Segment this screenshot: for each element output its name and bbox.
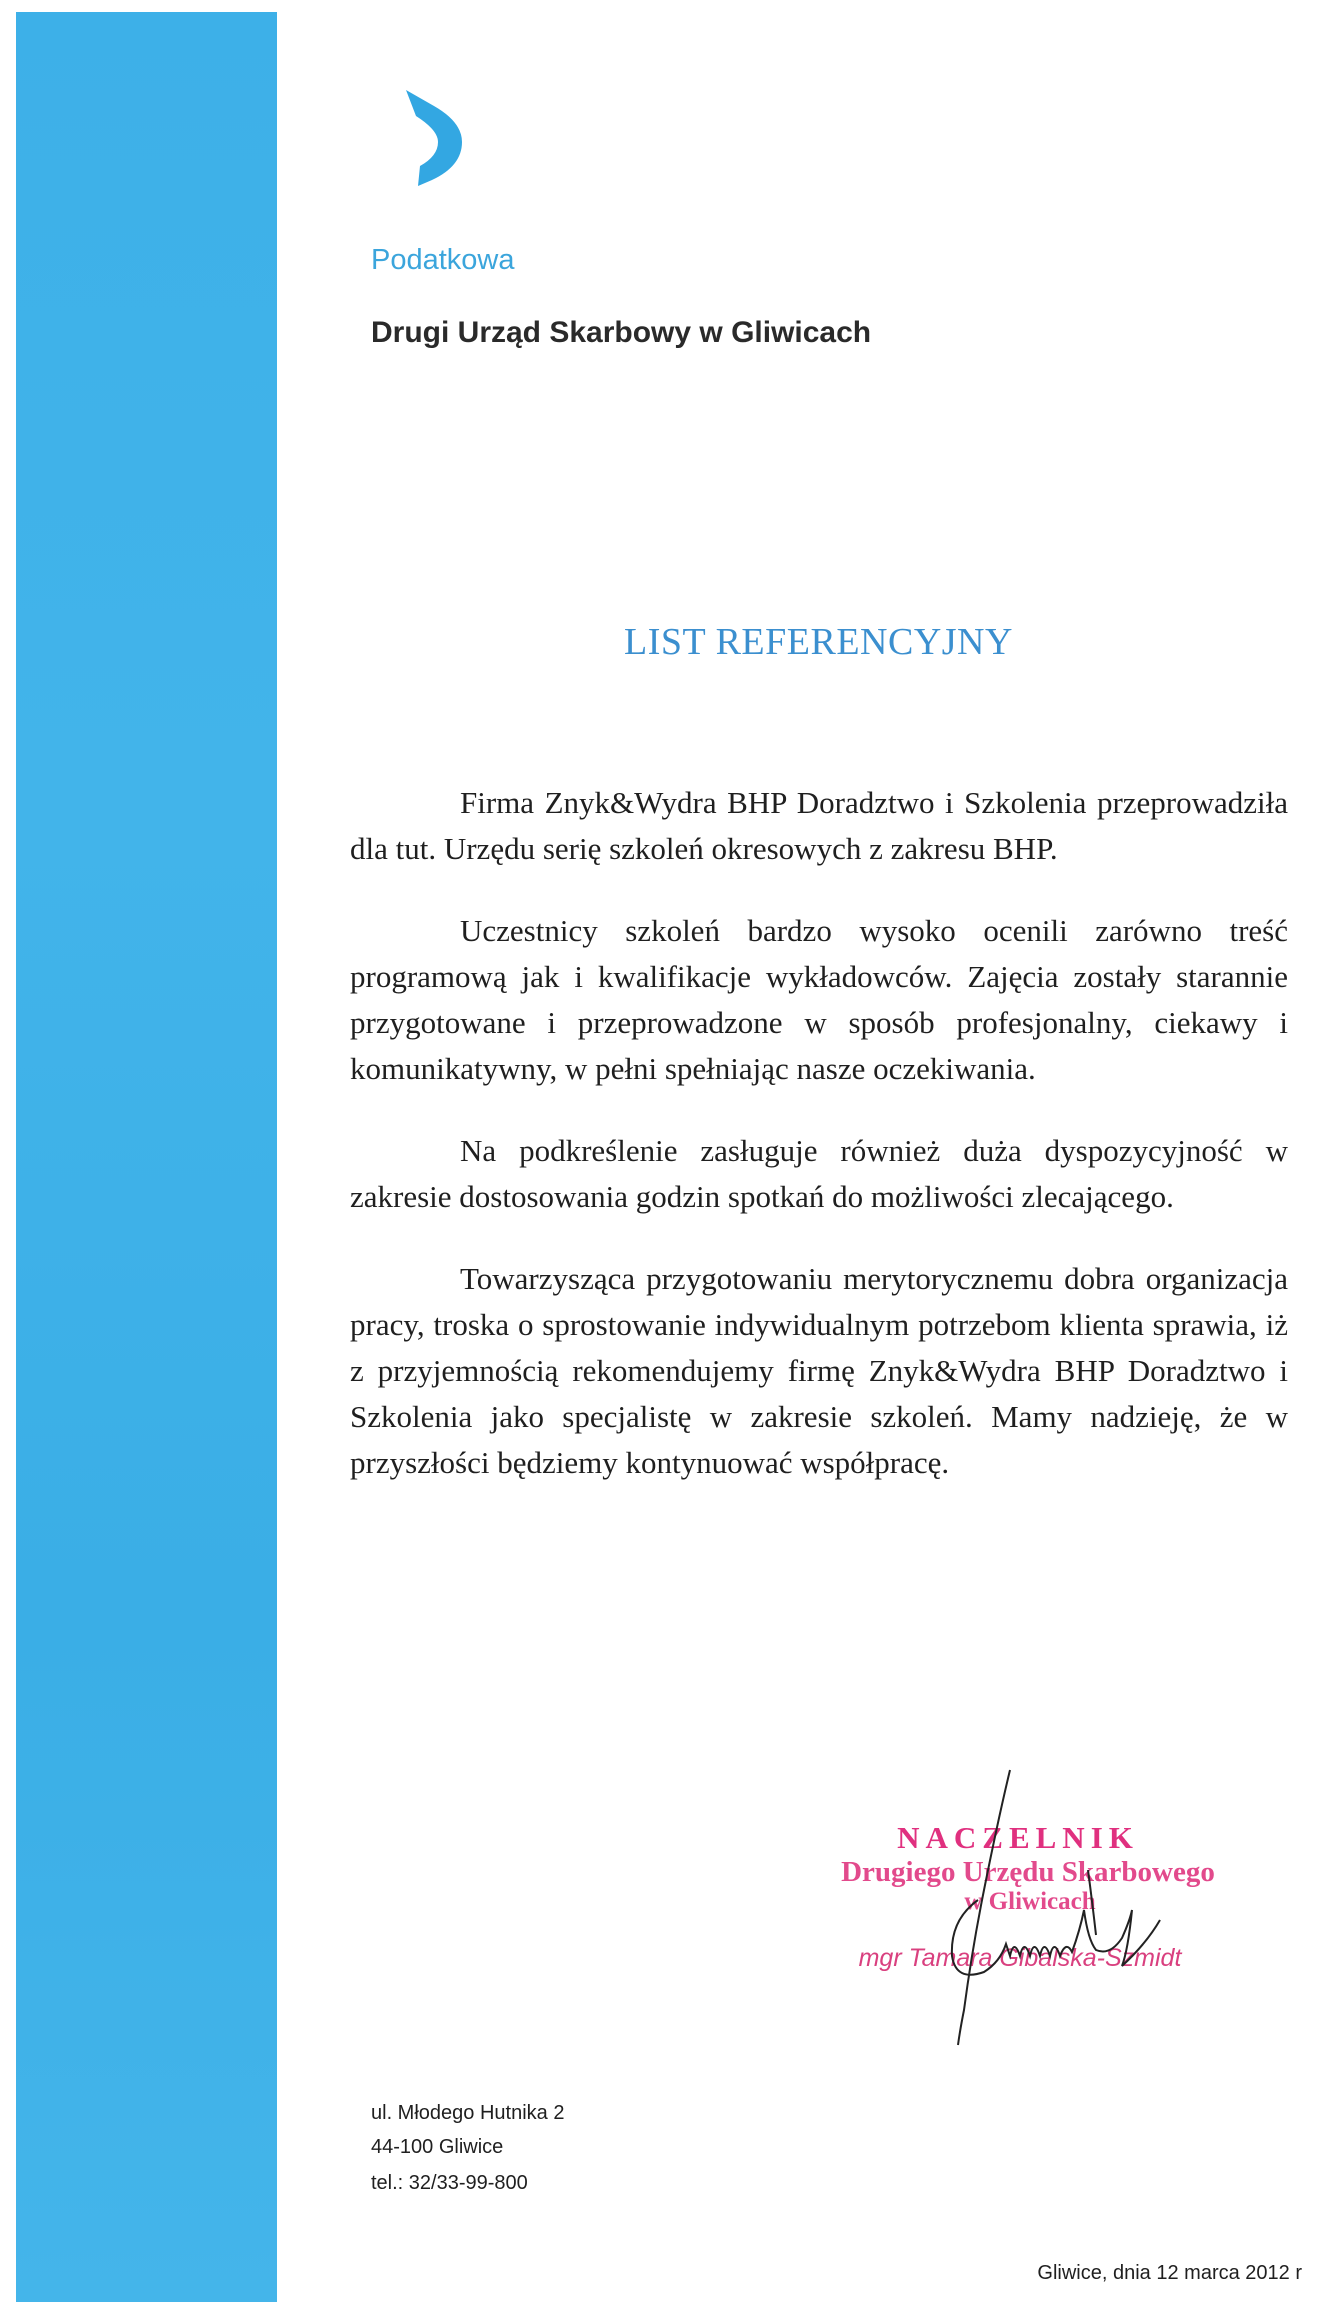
handwritten-signature: [860, 1760, 1180, 2060]
paragraph-4: Towarzysząca przygotowaniu merytorycznemu dobra organizacja pracy, troska o sprostowanie indywidualnym potrzebom klienta sprawia, iż z przyjemnością rekomendujemy firmę Znyk&Wydra BHP Doradztwo i Szkolenia jako specjalistę w zakresie szkoleń. Mamy nadzieję, że w przyszłości będziemy kontynuować współpracę.: [350, 1261, 1288, 1480]
stamp-city-line: w Gliwicach: [964, 1888, 1096, 1915]
address-city: 44-100 Gliwice: [371, 2136, 504, 2158]
stamp-title: NACZELNIK: [897, 1820, 1139, 1855]
org-label: Podatkowa: [371, 244, 515, 276]
document-title: LIST REFERENCYJNY: [624, 621, 1013, 663]
decorative-blue-stripe: [16, 12, 277, 2302]
paragraph-1: Firma Znyk&Wydra BHP Doradztwo i Szkolenia przeprowadziła dla tut. Urzędu serię szkoleń okresowych z zakresu BHP.: [350, 785, 1288, 866]
sender-address: [371, 2096, 564, 2164]
paragraph-3: Na podkreślenie zasługuje również duża dyspozycyjność w zakresie dostosowania godzin spotkań do możliwości zlecającego.: [350, 1133, 1288, 1214]
stamp-signatory-name: mgr Tamara Gibalska-Szmidt: [858, 1944, 1182, 1972]
phone-number: tel.: 32/33-99-800: [371, 2172, 528, 2194]
place-and-date: Gliwice, dnia 12 marca 2012 r: [1037, 2262, 1302, 2284]
signature-stamp-block: [790, 1760, 1250, 2060]
tax-office-logo-icon: [404, 80, 484, 190]
address-street: ul. Młodego Hutnika 2: [371, 2102, 565, 2124]
letter-body: [350, 780, 1288, 1522]
org-name: Drugi Urząd Skarbowy w Gliwicach: [371, 316, 872, 349]
paragraph-2: Uczestnicy szkoleń bardzo wysoko ocenili zarówno treść programową jak i kwalifikacje wykładowców. Zajęcia zostały starannie przygotowane i przeprowadzone w sposób profesjonalny, ciekawy i komunikatywny, w pełni spełniając nasze oczekiwania.: [350, 913, 1288, 1086]
stamp-office-line: Drugiego Urzędu Skarbowego: [841, 1856, 1215, 1888]
